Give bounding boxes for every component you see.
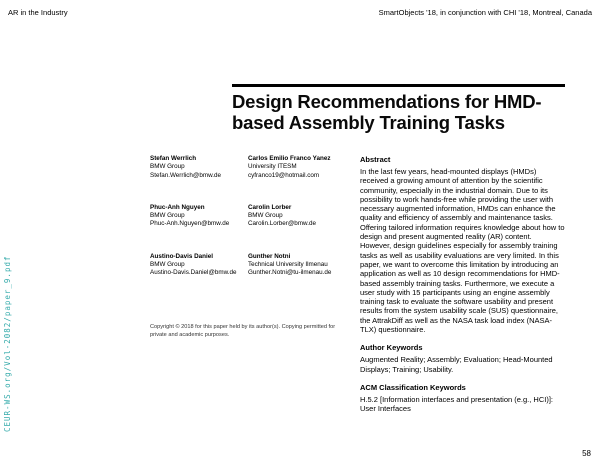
author-affiliation: BMW Group <box>150 163 185 171</box>
author-affiliation: University ITESM <box>248 163 297 171</box>
author-name: Austino-Davis Daniel <box>150 252 213 260</box>
running-header-left: AR in the Industry <box>8 8 68 17</box>
title-rule <box>232 84 565 87</box>
running-header-right: SmartObjects '18, in conjunction with CHI '18, Montreal, Canada <box>378 8 592 17</box>
author-block <box>248 204 348 229</box>
author-block <box>150 155 248 180</box>
author-block <box>150 253 248 278</box>
copyright-notice: Copyright © 2018 for this paper held by its author(s). Copying permitted for private and academic purposes. <box>150 324 336 338</box>
author-keywords-heading: Author Keywords <box>360 343 423 353</box>
sidebar-doi-link[interactable]: CEUR-WS.org/Vol-2082/paper_9.pdf <box>3 255 12 432</box>
author-affiliation: Technical University Ilmenau <box>248 261 328 269</box>
author-name: Carlos Emilio Franco Yanez <box>248 155 331 162</box>
author-email: Gunther.Notni@tu-ilmenau.de <box>248 269 332 277</box>
author-email: Carolin.Lorber@bmw.de <box>248 220 316 228</box>
author-block <box>150 204 248 229</box>
author-name: Carolin Lorber <box>248 203 292 211</box>
abstract-heading: Abstract <box>360 155 391 164</box>
author-affiliation: BMW Group <box>248 212 283 220</box>
author-email: Stefan.Werrlich@bmw.de <box>150 171 222 179</box>
author-block <box>248 253 348 278</box>
author-name: Gunther Notni <box>248 252 291 260</box>
author-affiliation: BMW Group <box>150 261 185 269</box>
authors-grid <box>150 155 350 278</box>
author-email: Phuc-Anh.Nguyen@bmw.de <box>150 220 230 228</box>
acm-classification-body: H.5.2 [Information interfaces and presentation (e.g., HCI)]: User Interfaces <box>360 394 554 414</box>
author-affiliation: BMW Group <box>150 212 185 220</box>
author-keywords-body: Augmented Reality; Assembly; Evaluation; Head-Mounted Displays; Training; Usability. <box>360 355 553 374</box>
author-name: Phuc-Anh Nguyen <box>150 203 205 211</box>
abstract-column <box>360 155 565 423</box>
abstract-body: In the last few years, head-mounted displays (HMDs) received a growing amount of attention by the scientific community, especially in the industrial domain. Due to its possibility to work hands-free while providing the user with necessary augmented information, HMDs can enhance the quality and efficiency of assembly and maintenance tasks. Offering tailored information requires knowledge about how to design and present augmented reality (AR) content. However, design guidelines especially for assembly training tasks as well as usability evaluations are very limited. In this paper, we want to overcome this limitation by introducing an application as well as 10 design recommendations for HMD-based assembly training tasks. Furthermore, we execute a user study with 15 participants using an engine assembly training task to evaluate the software usability and present results from the system usability scale (SUS) questionnaire, the AttrakDiff as well as the NASA task load index (NASA-TLX) questionnaire. <box>360 167 565 335</box>
author-email: Austino-Davis.Daniel@bmw.de <box>150 269 237 277</box>
author-block <box>248 155 348 180</box>
acm-classification-heading: ACM Classification Keywords <box>360 382 466 392</box>
author-email: cyfranco19@hotmail.com <box>248 171 320 179</box>
author-name: Stefan Werrlich <box>150 155 197 162</box>
page-title: Design Recommendations for HMD-based Assembly Training Tasks <box>232 91 542 133</box>
page-number: 58 <box>582 449 591 458</box>
